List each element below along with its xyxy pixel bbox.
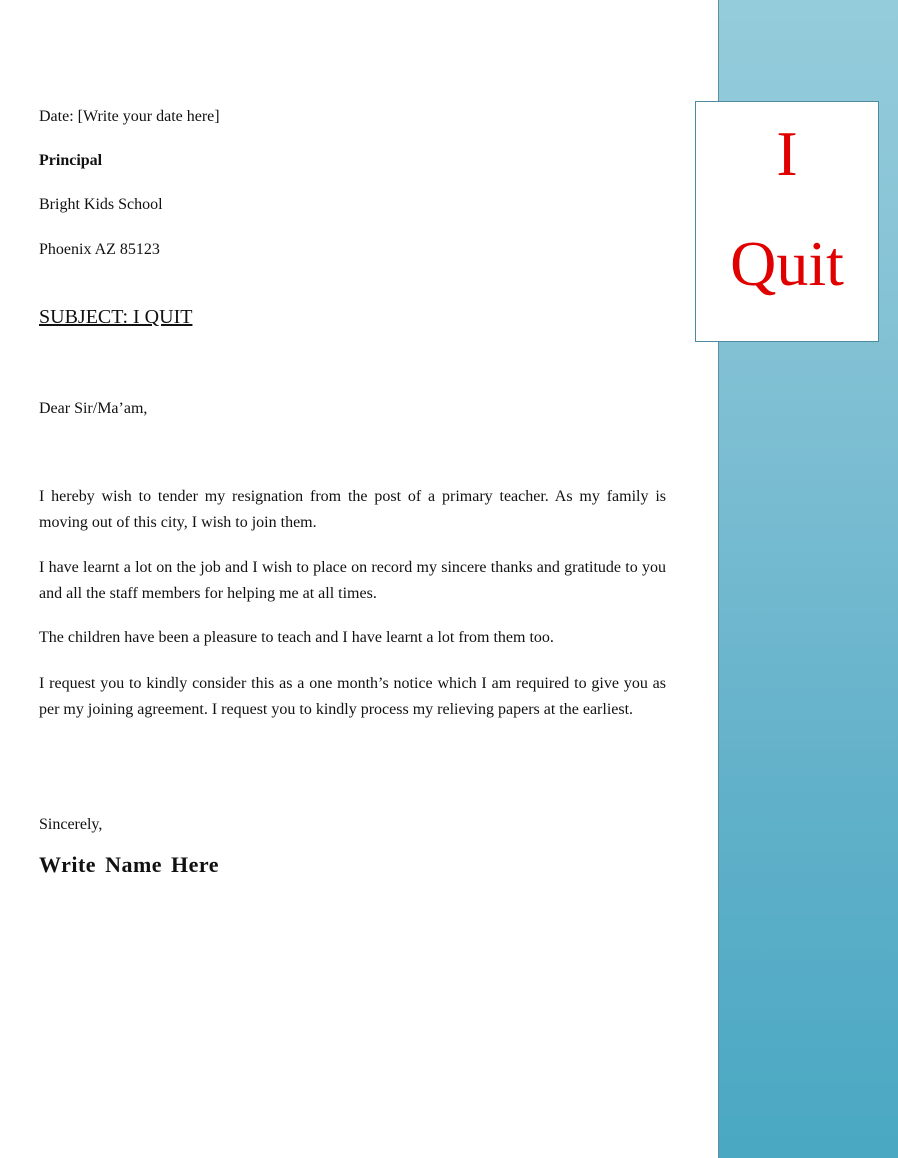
subject-line: SUBJECT: I QUIT: [39, 306, 193, 328]
quit-banner: [695, 101, 879, 342]
date-line: Date: [Write your date here]: [39, 108, 220, 125]
salutation: Dear Sir/Ma’am,: [39, 400, 148, 417]
recipient-title: Principal: [39, 152, 103, 169]
paragraph-1: I hereby wish to tender my resignation from the post of a primary teacher. As my family is moving out of this city, I wish to join them.: [39, 488, 666, 531]
school-address: Phoenix AZ 85123: [39, 241, 160, 258]
closing: Sincerely,: [39, 816, 103, 833]
paragraph-3: The children have been a pleasure to teach and I have learnt a lot from them too.: [39, 629, 554, 646]
banner-line-1: I: [776, 118, 798, 189]
signature-name: Write Name Here: [39, 852, 220, 877]
paragraph-4: I request you to kindly consider this as a one month’s notice which I am required to give you as per my joining agreement. I request you to kindly process my relieving papers at the earliest.: [39, 675, 666, 718]
school-name: Bright Kids School: [39, 196, 163, 213]
paragraph-2: I have learnt a lot on the job and I wish to place on record my sincere thanks and gratitude to you and all the staff members for helping me at all times.: [39, 559, 666, 602]
banner-line-2: Quit: [730, 228, 844, 299]
